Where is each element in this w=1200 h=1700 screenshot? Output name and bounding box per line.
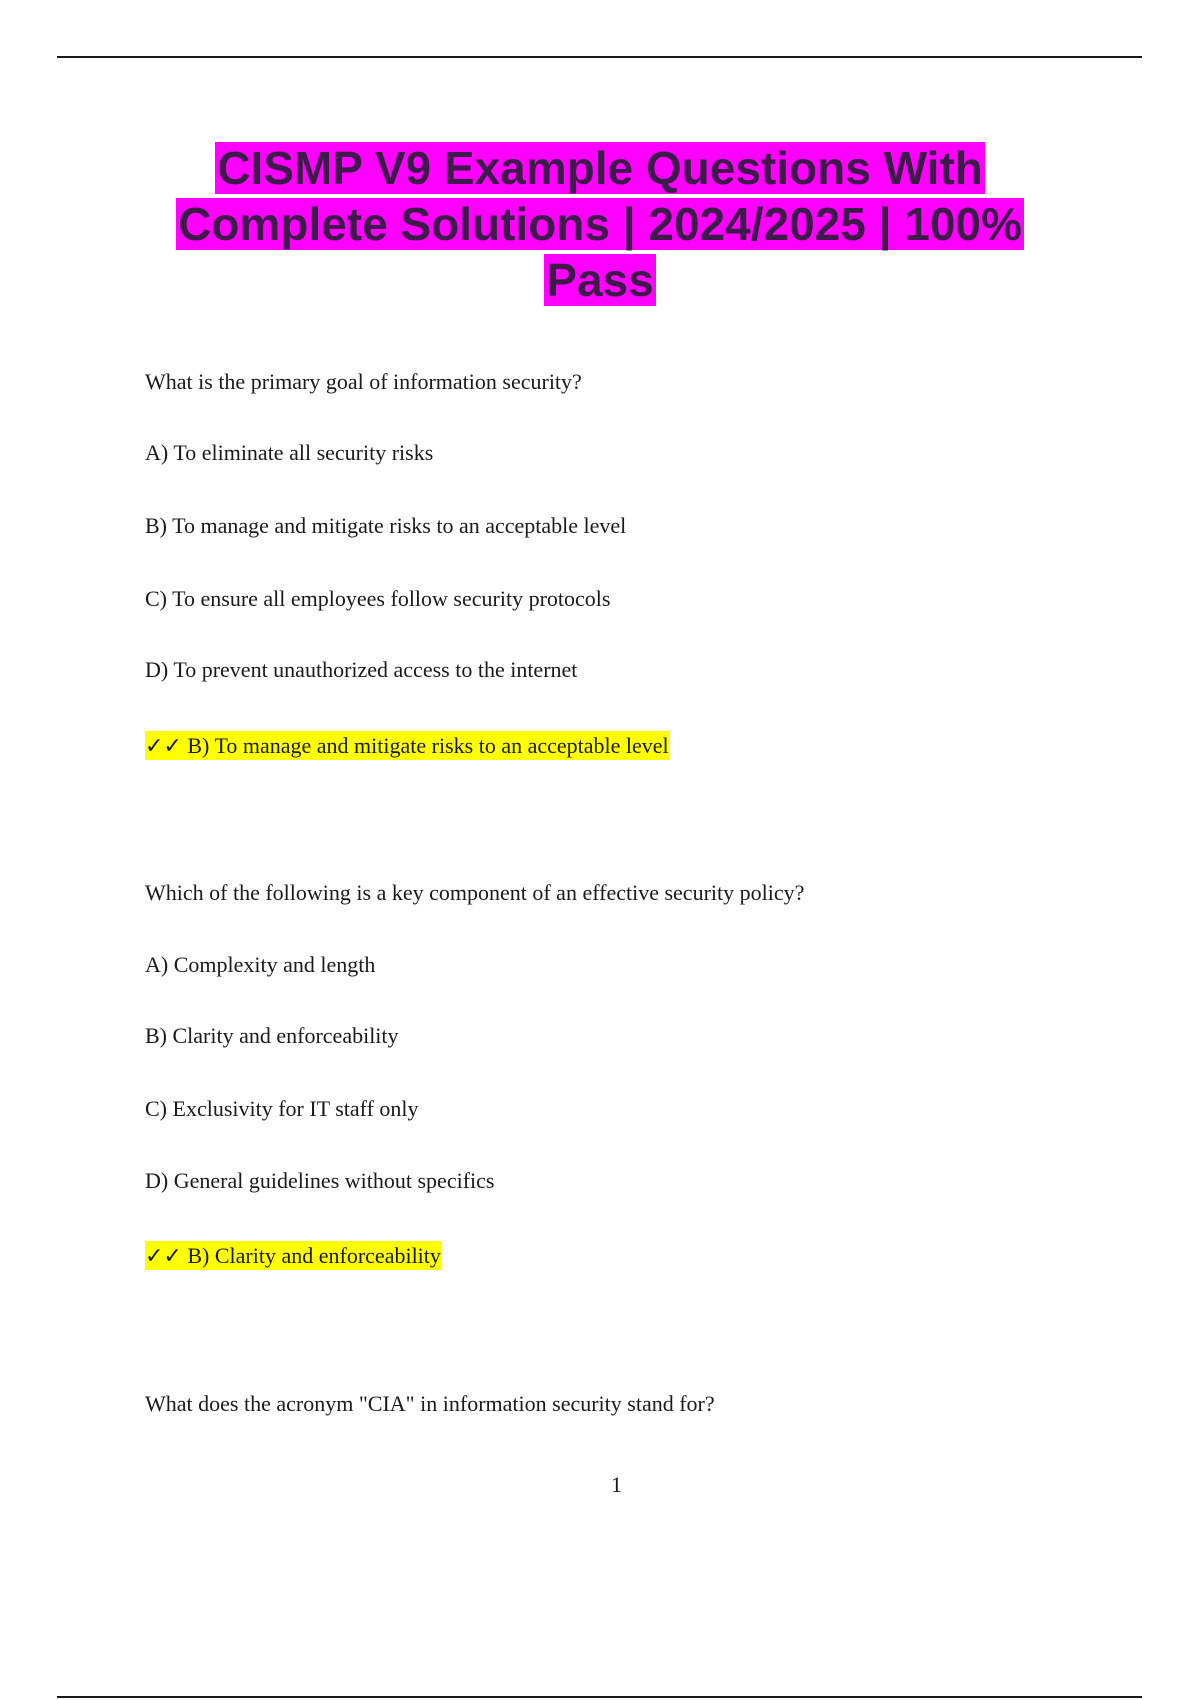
question-1-option-d: D) To prevent unauthorized access to the internet: [145, 657, 578, 682]
question-1-option-a: A) To eliminate all security risks: [145, 440, 434, 465]
question-1-answer: [145, 732, 670, 761]
answer-text: B) To manage and mitigate risks to an acceptable level: [187, 733, 669, 758]
question-2-option-d: D) General guidelines without specifics: [145, 1168, 495, 1193]
double-check-icon: ✓✓: [145, 734, 182, 759]
question-2-option-c: C) Exclusivity for IT staff only: [145, 1096, 419, 1121]
double-check-icon: ✓✓: [145, 1244, 182, 1269]
answer-highlight: [145, 731, 670, 760]
title-block: [150, 140, 1050, 308]
bottom-rule: [57, 1696, 1142, 1698]
top-rule: [57, 56, 1142, 58]
question-2-option-a: A) Complexity and length: [145, 952, 376, 977]
question-1-prompt: What is the primary goal of information security?: [145, 369, 582, 394]
question-1-option-b: B) To manage and mitigate risks to an acceptable level: [145, 513, 627, 538]
document-title: CISMP V9 Example Questions With Complete Solutions | 2024/2025 | 100% Pass: [178, 142, 1022, 306]
answer-text: B) Clarity and enforceability: [187, 1243, 441, 1268]
question-2-prompt: Which of the following is a key component of an effective security policy?: [145, 880, 805, 905]
question-2-option-b: B) Clarity and enforceability: [145, 1023, 399, 1048]
answer-highlight: [145, 1241, 442, 1270]
question-1-option-c: C) To ensure all employees follow security protocols: [145, 586, 611, 611]
question-2-answer: [145, 1242, 442, 1271]
page-number: 1: [611, 1472, 622, 1497]
question-3-prompt: What does the acronym "CIA" in information security stand for?: [145, 1391, 715, 1416]
